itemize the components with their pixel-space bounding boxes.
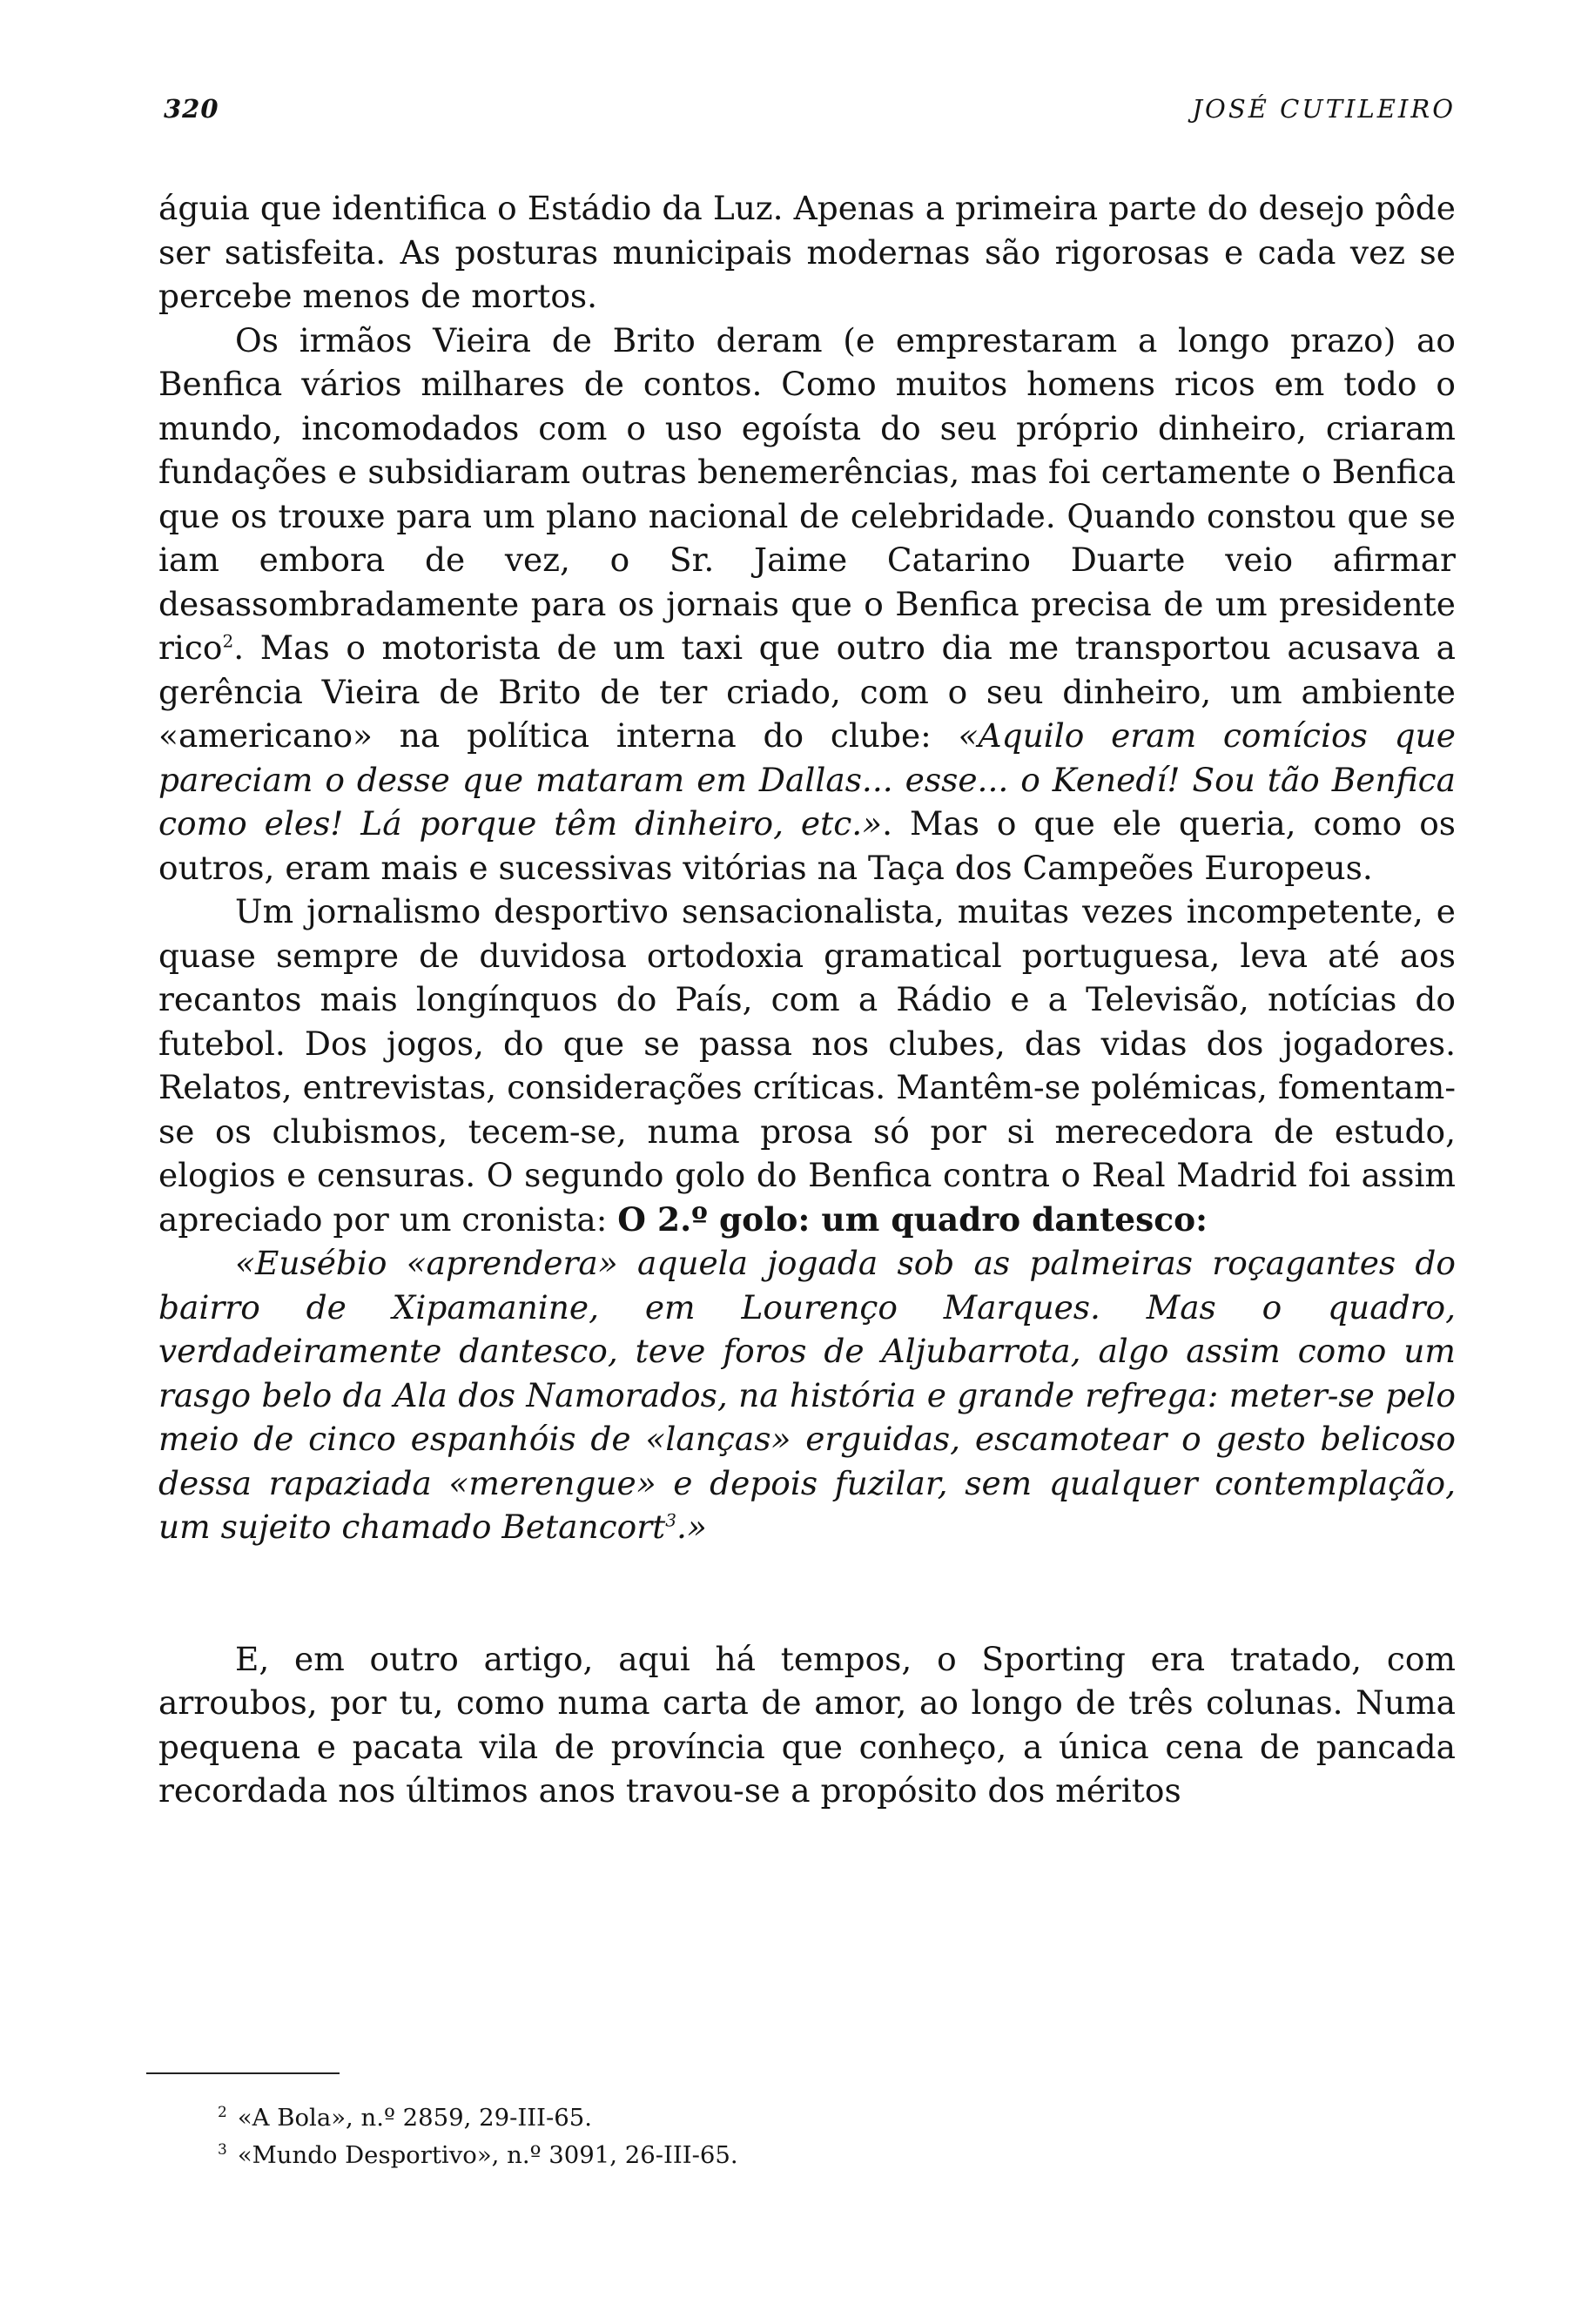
footnote-ref-2: 2 (222, 630, 234, 652)
footnotes (218, 2099, 738, 2174)
footnote-rule (146, 2072, 340, 2074)
paragraph-1 (158, 186, 1456, 319)
block-quote (158, 1241, 1456, 1549)
paragraph-2-text-a: Os irmãos Vieira de Brito deram (e emprestaram a longo prazo) ao Benfica vários milhares de contos. Como muitos homens ricos em todo o mundo, incomodados com o uso egoísta do seu próprio dinheiro, criaram fundações e subsidiaram outras benemerências, mas foi certamente o Benfica que os trouxe para um plano nacional de celebridade. Quando constou que se iam embora de vez, o Sr. Jaime Catarino Duarte veio afirmar desassombradamente para os jornais que o Benfica precisa de um presidente rico (158, 320, 1456, 667)
page-number: 320 (164, 94, 219, 124)
paragraph-1-text: águia que identifica o Estádio da Luz. Apenas a primeira parte do desejo pôde ser satisfeita. As posturas municipais modernas são rigorosas e cada vez se percebe menos de mortos. (158, 189, 1456, 315)
block-quote-end: .» (676, 1508, 707, 1546)
taxi-driver-quote: «Aquilo eram comícios que pareciam o desse que mataram em Dallas... esse... o Kenedí! Sou tão Benfica como eles! Lá porque têm dinheiro, etc.» (158, 716, 1456, 843)
footnote-3 (218, 2137, 738, 2174)
footnote-mark: 3 (218, 2140, 227, 2159)
footnote-ref-3: 3 (665, 1509, 676, 1531)
footnote-2 (218, 2099, 738, 2137)
footnote-text: «Mundo Desportivo», n.º 3091, 26-III-65. (237, 2141, 738, 2169)
running-header (164, 94, 1456, 124)
paragraph-4-text: E, em outro artigo, aqui há tempos, o Sporting era tratado, com arroubos, por tu, como numa carta de amor, ao longo de três colunas. Numa pequena e pacata vila de província que conheço, a única cena de pancada recordada nos últimos anos travou-se a propósito dos méritos (158, 1639, 1456, 1810)
section-gap (158, 1549, 1456, 1637)
paragraph-2-text-c: . Mas o que ele queria, como os outros, eram mais e sucessivas vitórias na Taça dos Campeões Europeus. (158, 804, 1457, 887)
footnote-text: «A Bola», n.º 2859, 29-III-65. (237, 2104, 593, 2132)
paragraph-3-text: Um jornalismo desportivo sensacionalista, muitas vezes incompetente, e quase sempre de duvidosa ortodoxia gramatical portuguesa, leva até aos recantos mais longínquos do País, com a Rádio e a Televisão, notícias do futebol. Dos jogos, do que se passa nos clubes, das vidas dos jogadores. Relatos, entrevistas, considerações críticas. Mantêm-se polémicas, fomentam-se os clubismos, tecem-se, numa prosa só por si merecedora de estudo, elogios e censuras. O segundo golo do Benfica contra o Real Madrid foi assim apreciado por um cronista: (158, 892, 1456, 1239)
headline-quote: O 2.º golo: um quadro dantesco: (617, 1199, 1208, 1239)
block-quote-text: «Eusébio «aprendera» aquela jogada sob as palmeiras roçagantes do bairro de Xipamanine, em Lourenço Marques. Mas o quadro, verdadeiramente dantesco, teve foros de Aljubarrota, algo assim como um rasgo belo da Ala dos Namorados, na história e grande refrega: meter-se pelo meio de cinco espanhóis de «lanças» erguidas, escamotear o gesto belicoso dessa rapaziada «merengue» e depois fuzilar, sem qualquer contemplação, um sujeito chamado Betancort (158, 1244, 1456, 1546)
footnote-mark: 2 (218, 2103, 227, 2121)
paragraph-4 (158, 1637, 1456, 1813)
paragraph-3 (158, 890, 1456, 1241)
paragraph-2 (158, 319, 1456, 890)
main-text (158, 186, 1456, 1813)
running-head-author: JOSÉ CUTILEIRO (1192, 94, 1456, 124)
paragraph-2-text-b: . Mas o motorista de um taxi que outro dia me transportou acusava a gerência Vieira de Brito de ter criado, com o seu dinheiro, um ambiente «americano» na política interna do clube: (158, 628, 1456, 755)
